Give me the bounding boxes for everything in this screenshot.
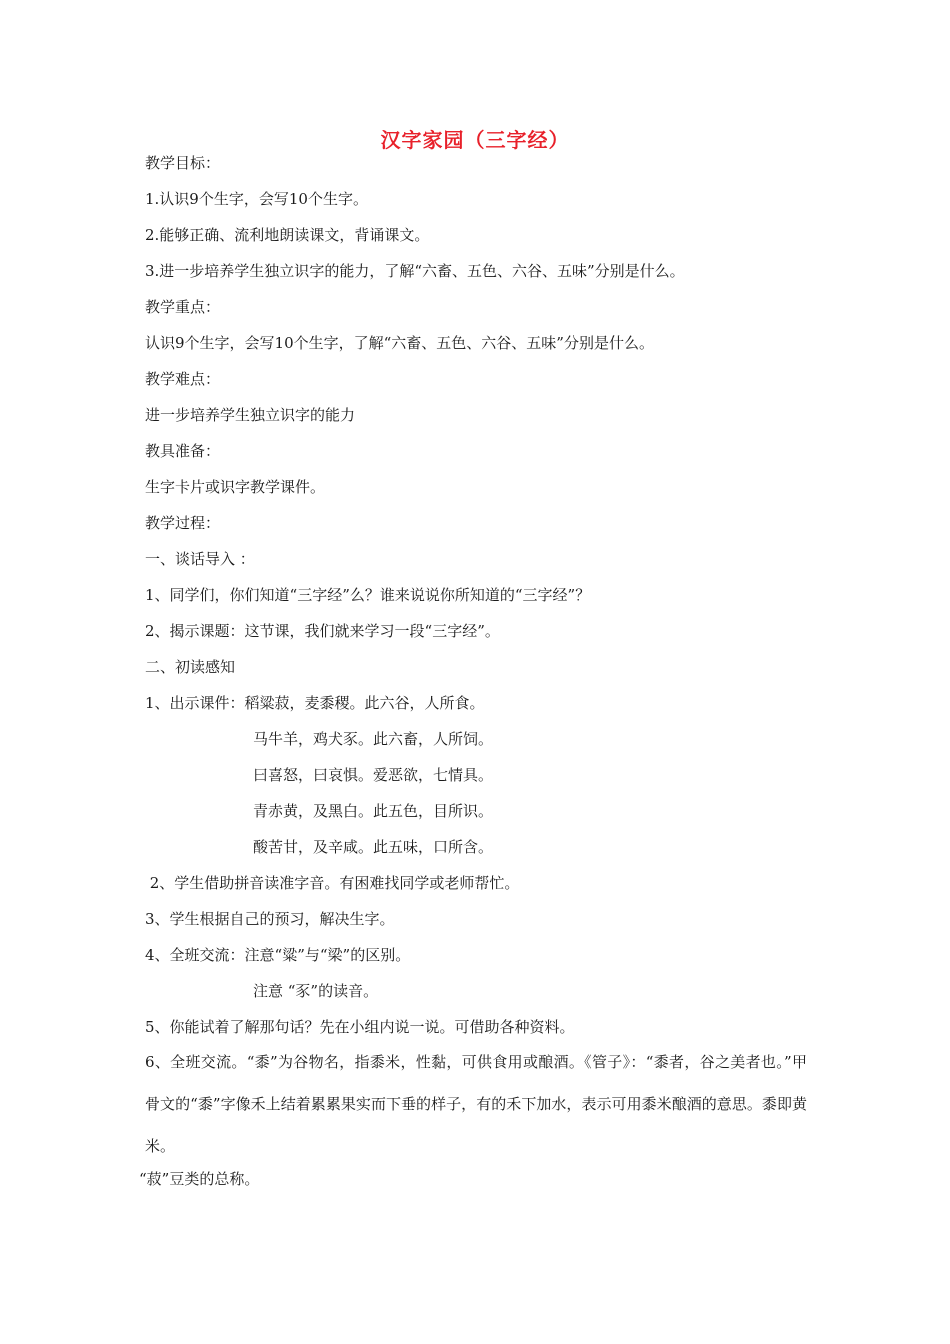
- section-1-item-2: 2、揭示课题：这节课，我们就来学习一段“三字经”。: [145, 622, 500, 640]
- section-2-item-6-paragraph: 6、全班交流。“黍”为谷物名，指黍米，性黏，可供食用或酿酒。《管子》：“黍者，谷之美者也。”甲骨文的“黍”字像禾上结着累累果实而下垂的样子，有的禾下加水，表示可用黍米酿酒的意思。黍即黄米。: [145, 1053, 807, 1155]
- heading-materials: 教具准备：: [145, 442, 221, 460]
- difficulties-text: 进一步培养学生独立识字的能力: [145, 406, 356, 424]
- section-2-item-3: 3、学生根据自己的预习，解决生字。: [145, 910, 395, 928]
- materials-text: 生字卡片或识字教学课件。: [145, 478, 326, 496]
- verse-line-1: 1、出示课件：稻粱菽，麦黍稷。此六谷，人所食。: [145, 694, 485, 712]
- section-2-item-4: 4、全班交流：注意“粱”与“梁”的区别。: [145, 946, 411, 964]
- heading-process: 教学过程：: [145, 514, 221, 532]
- section-2-item-4-note: 注意 “豕”的读音。: [253, 982, 379, 1000]
- section-2-heading: 二、初读感知: [145, 658, 236, 676]
- document-title: 汉字家园（三字经）: [380, 128, 570, 152]
- verse-line-3: 曰喜怒，曰哀惧。爱恶欲，七情具。: [253, 766, 494, 784]
- section-1-item-1: 1、同学们，你们知道“三字经”么？谁来说说你所知道的“三字经”？: [145, 586, 591, 604]
- goal-line-3: 3.进一步培养学生独立识字的能力，了解“六畜、五色、六谷、五味”分别是什么。: [145, 262, 685, 280]
- verse-line-2: 马牛羊，鸡犬豕。此六畜，人所饲。: [253, 730, 494, 748]
- section-2-item-2: 2、学生借助拼音读准字音。有困难找同学或老师帮忙。: [145, 874, 520, 892]
- section-2-item-5: 5、你能试着了解那句话？先在小组内说一说。可借助各种资料。: [145, 1018, 575, 1036]
- section-1-heading: 一、谈话导入 ：: [145, 550, 255, 568]
- verse-line-4: 青赤黄，及黑白。此五色，目所识。: [253, 802, 494, 820]
- goal-line-1: 1.认识9个生字，会写10个生字。: [145, 190, 368, 208]
- heading-teaching-goals: 教学目标：: [145, 154, 221, 172]
- goal-line-2: 2.能够正确、流利地朗读课文，背诵课文。: [145, 226, 430, 244]
- heading-key-points: 教学重点：: [145, 298, 221, 316]
- verse-line-5: 酸苦甘，及辛咸。此五味，口所含。: [253, 838, 494, 856]
- heading-difficulties: 教学难点：: [145, 370, 221, 388]
- shu-definition-line: “菽”豆类的总称。: [139, 1170, 260, 1188]
- key-points-text: 认识9个生字，会写10个生字，了解“六畜、五色、六谷、五味”分别是什么。: [145, 334, 654, 352]
